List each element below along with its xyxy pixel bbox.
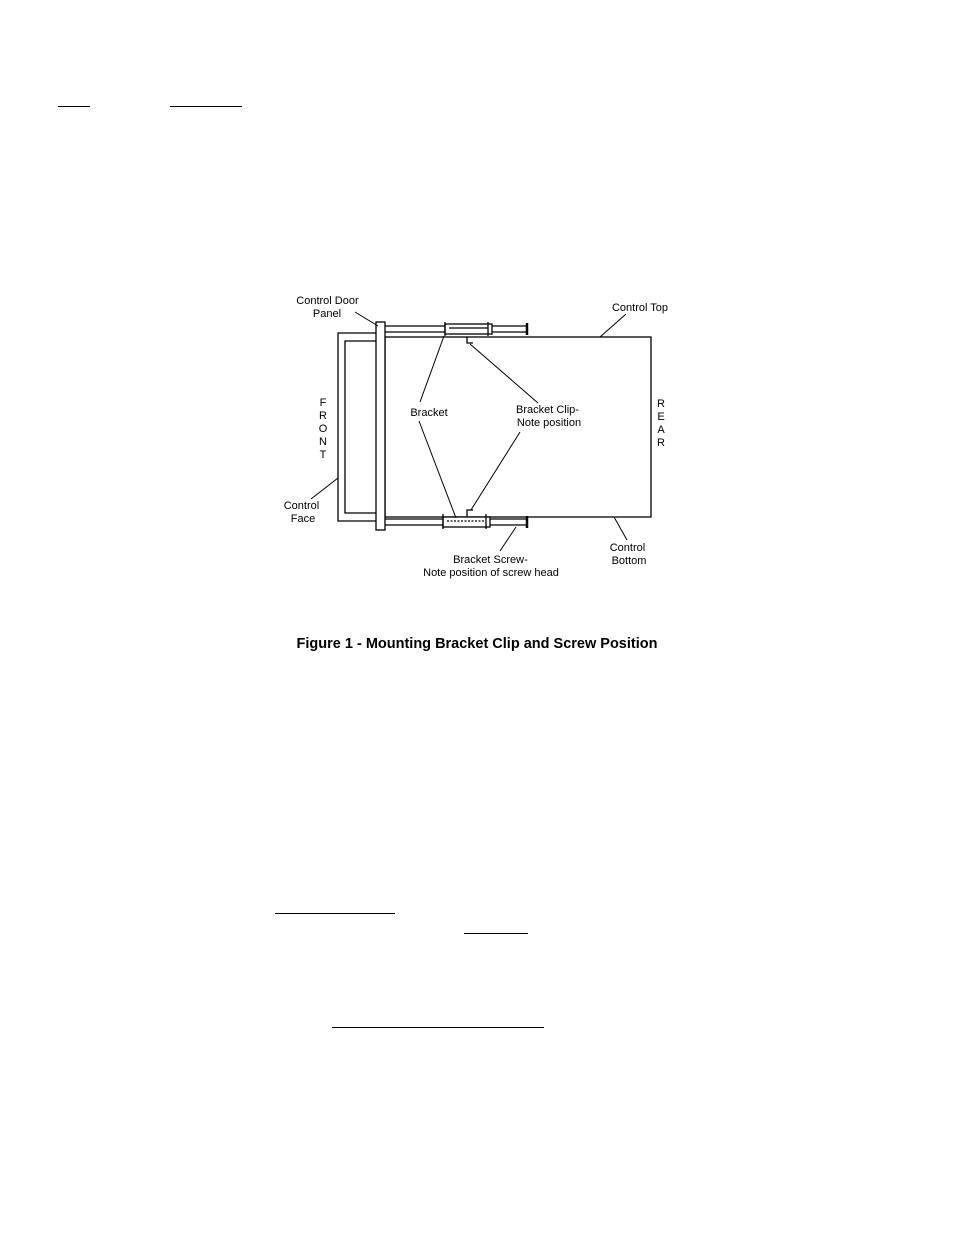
svg-text:N: N bbox=[319, 436, 327, 448]
svg-text:E: E bbox=[657, 411, 665, 423]
svg-text:A: A bbox=[657, 424, 665, 436]
label-bracket: Bracket bbox=[410, 407, 448, 419]
svg-text:F: F bbox=[319, 397, 327, 409]
svg-text:R: R bbox=[657, 437, 665, 449]
control-face-inner bbox=[345, 341, 376, 513]
figure-caption: Figure 1 - Mounting Bracket Clip and Screw Position bbox=[296, 636, 658, 652]
svg-text:R: R bbox=[319, 410, 327, 422]
top-bracket bbox=[385, 322, 527, 336]
bottom-bracket bbox=[385, 514, 527, 529]
label-control-face: Control Face bbox=[283, 500, 320, 525]
door-panel bbox=[376, 322, 385, 530]
svg-text:R: R bbox=[657, 398, 665, 410]
label-control-bottom: Control Bottom bbox=[609, 542, 647, 567]
label-bracket-screw: Bracket Screw- Note position of screw head bbox=[423, 554, 559, 579]
label-control-top: Control Top bbox=[611, 302, 669, 314]
label-front bbox=[319, 397, 328, 461]
label-bracket-clip: Bracket Clip- Note position bbox=[515, 404, 582, 429]
svg-text:T: T bbox=[319, 449, 327, 461]
label-control-door-panel: Control Door Panel bbox=[296, 295, 359, 320]
leader-lines bbox=[311, 312, 627, 551]
body-rule-1 bbox=[275, 913, 395, 914]
label-rear bbox=[657, 398, 665, 449]
top-bracket-clip bbox=[467, 337, 473, 343]
svg-text:O: O bbox=[318, 423, 328, 435]
body-rule-3 bbox=[332, 1027, 544, 1028]
bottom-bracket-clip bbox=[467, 510, 473, 517]
body-rule-2 bbox=[464, 933, 528, 934]
control-face-outline bbox=[338, 333, 376, 521]
